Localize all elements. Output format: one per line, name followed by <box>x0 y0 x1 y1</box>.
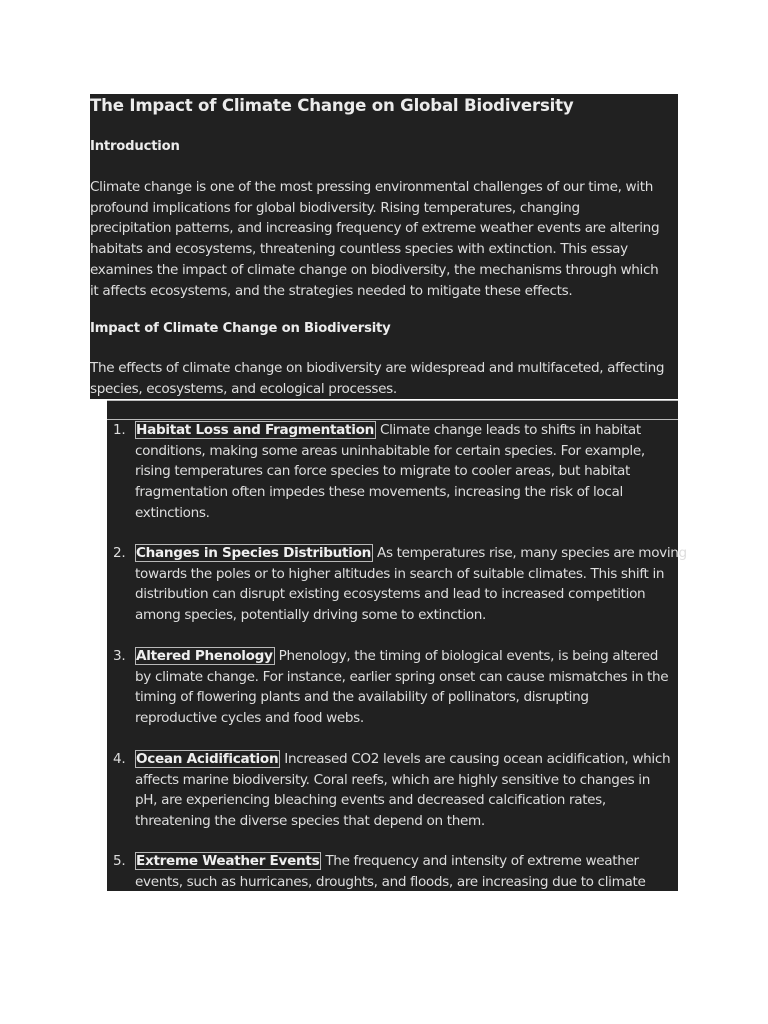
list-term: Habitat Loss and Fragmentation <box>136 422 375 438</box>
list-number: 3. <box>113 648 126 664</box>
list-text: affects marine biodiversity. Coral reefs, which are highly sensitive to changes in <box>135 771 650 788</box>
impact-paragraph <box>90 358 678 399</box>
list-term: Changes in Species Distribution <box>136 545 372 561</box>
paragraph-line: The effects of climate change on biodiversity are widespread and multifaceted, affecting <box>90 360 665 376</box>
list-text: As temperatures rise, many species are moving <box>373 545 687 561</box>
list-term: Ocean Acidification <box>136 751 279 767</box>
paragraph-line: Climate change is one of the most pressing environmental challenges of our time, with <box>90 179 653 195</box>
list-text: among species, potentially driving some to extinction. <box>135 607 486 624</box>
list-text: reproductive cycles and food webs. <box>135 710 364 727</box>
paragraph-line: profound implications for global biodiversity. Rising temperatures, changing <box>90 199 580 216</box>
list-text: conditions, making some areas uninhabitable for certain species. For example, <box>135 442 645 459</box>
list-text: towards the poles or to higher altitudes in search of suitable climates. This shift in <box>135 565 665 582</box>
list-text: distribution can disrupt existing ecosystems and lead to increased competition <box>135 586 646 603</box>
list-text: Increased CO2 levels are causing ocean acidification, which <box>280 751 671 767</box>
list-number: 2. <box>113 545 126 561</box>
list-term: Altered Phenology <box>136 648 273 664</box>
list-text: The frequency and intensity of extreme weather <box>321 853 639 869</box>
introduction-paragraph <box>90 177 678 301</box>
list-text: timing of flowering plants and the availability of pollinators, disrupting <box>135 689 589 706</box>
list-text: rising temperatures can force species to migrate to cooler areas, but habitat <box>135 463 631 480</box>
list-number: 5. <box>113 853 126 869</box>
paragraph-line: habitats and ecosystems, threatening countless species with extinction. This essay <box>90 241 628 258</box>
list-text: Climate change leads to shifts in habitat <box>376 422 641 438</box>
list-text: threatening the diverse species that depend on them. <box>135 813 485 830</box>
list-term: Extreme Weather Events <box>136 853 320 869</box>
list-text: Phenology, the timing of biological events, is being altered <box>274 648 659 664</box>
list-text: by climate change. For instance, earlier spring onset can cause mismatches in the <box>135 668 669 685</box>
impact-list <box>107 420 687 891</box>
intro-section <box>90 94 678 399</box>
list-text: pH, are experiencing bleaching events and decreased calcification rates, <box>135 792 606 809</box>
list-text: events, such as hurricanes, droughts, and floods, are increasing due to climate <box>135 873 646 890</box>
paragraph-line: it affects ecosystems, and the strategies needed to mitigate these effects. <box>90 282 573 299</box>
document-title: The Impact of Climate Change on Global Biodiversity <box>90 96 574 115</box>
paragraph-line: examines the impact of climate change on biodiversity, the mechanisms through which <box>90 261 659 278</box>
paragraph-line: precipitation patterns, and increasing frequency of extreme weather events are altering <box>90 220 660 237</box>
list-text: extinctions. <box>135 504 210 521</box>
list-number: 4. <box>113 751 126 767</box>
impact-heading: Impact of Climate Change on Biodiversity <box>90 321 391 336</box>
paragraph-line: species, ecosystems, and ecological processes. <box>90 380 397 397</box>
list-text: fragmentation often impedes these movements, increasing the risk of local <box>135 484 623 501</box>
spacer-block <box>107 400 678 420</box>
introduction-heading: Introduction <box>90 139 180 154</box>
list-number: 1. <box>113 422 126 438</box>
